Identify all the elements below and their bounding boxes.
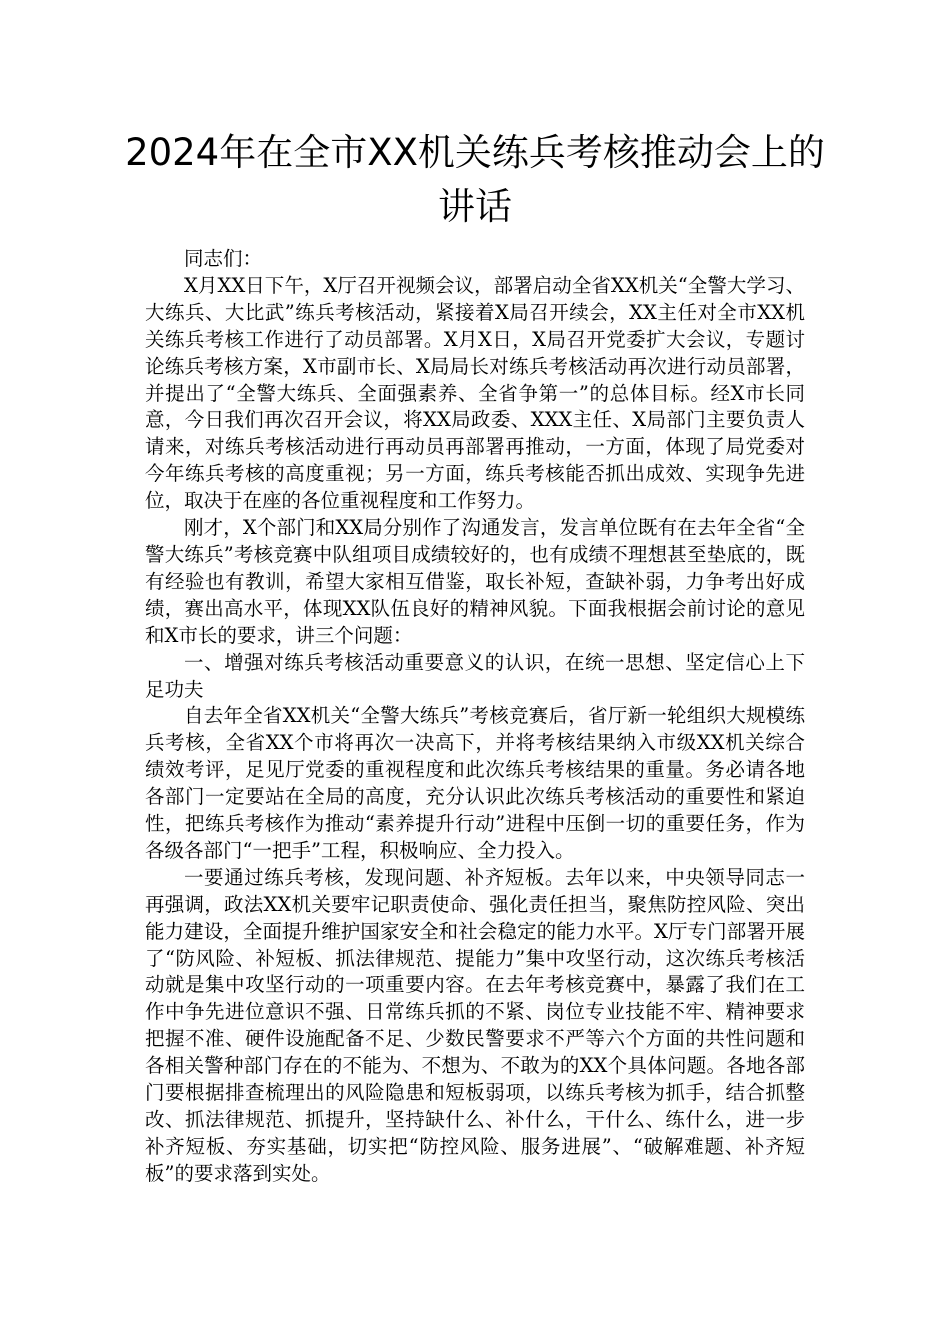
section-heading-one: 一、增强对练兵考核活动重要意义的认识，在统一思想、坚定信心上下足功夫	[145, 650, 805, 701]
document-body	[145, 246, 805, 1188]
paragraph-intro: X月XX日下午，X厅召开视频会议，部署启动全省XX机关“全警大学习、大练兵、大比武”练兵考核活动，紧接着X局召开续会，XX主任对全市XX机关练兵考核工作进行了动员部署。X月X日，X局召开党委扩大会议，专题讨论练兵考核方案，X市副市长、X局局长对练兵考核活动再次进行动员部署，并提出了“全警大练兵、全面强素养、全省争第一”的总体目标。经X市长同意，今日我们再次召开会议，将XX局政委、XXX主任、X局部门主要负责人请来，对练兵考核活动进行再动员再部署再推动，一方面，体现了局党委对今年练兵考核的高度重视；另一方面，练兵考核能否抓出成效、实现争先进位，取决于在座的各位重视程度和工作努力。	[145, 273, 805, 513]
paragraph-section-one: 自去年全省XX机关“全警大练兵”考核竞赛后，省厅新一轮组织大规模练兵考核，全省XX个市将再次一决高下，并将考核结果纳入市级XX机关综合绩效考评，足见厅党委的重视程度和此次练兵考核结果的重量。务必请各地各部门一定要站在全局的高度，充分认识此次练兵考核活动的重要性和紧迫性，把练兵考核作为推动“素养提升行动”进程中压倒一切的重要任务，作为各级各部门“一把手”工程，积极响应、全力投入。	[145, 704, 805, 862]
paragraph-remarks: 刚才，X个部门和XX局分别作了沟通发言，发言单位既有在去年全省“全警大练兵”考核竞赛中队组项目成绩较好的，也有成绩不理想甚至垫底的，既有经验也有教训，希望大家相互借鉴，取长补短，查缺补弱，力争考出好成绩，赛出高水平，体现XX队伍良好的精神风貌。下面我根据会前讨论的意见和X市长的要求，讲三个问题：	[145, 516, 805, 647]
salutation: 同志们：	[184, 247, 263, 270]
paragraph-point-one: 一要通过练兵考核，发现问题、补齐短板。去年以来，中央领导同志一再强调，政法XX机关要牢记职责使命、强化责任担当，聚焦防控风险、突出能力建设，全面提升维护国家安全和社会稳定的能力水平。X厅专门部署开展了“防风险、补短板、抓法律规范、提能力”集中攻坚行动，这次练兵考核活动就是集中攻坚行动的一项重要内容。在去年考核竞赛中，暴露了我们在工作中争先进位意识不强、日常练兵抓的不紧、岗位专业技能不牢、精神要求把握不准、硬件设施配备不足、少数民警要求不严等六个方面的共性问题和各相关警种部门存在的不能为、不想为、不敢为的XX个具体问题。各地各部门要根据排查梳理出的风险隐患和短板弱项，以练兵考核为抓手，结合抓整改、抓法律规范、抓提升，坚持缺什么、补什么，干什么、练什么，进一步补齐短板、夯实基础，切实把“防控风险、服务进展”、“破解难题、补齐短板”的要求落到实处。	[145, 865, 805, 1185]
document-title: 2024年在全市XX机关练兵考核推动会上的讲话	[125, 131, 825, 228]
